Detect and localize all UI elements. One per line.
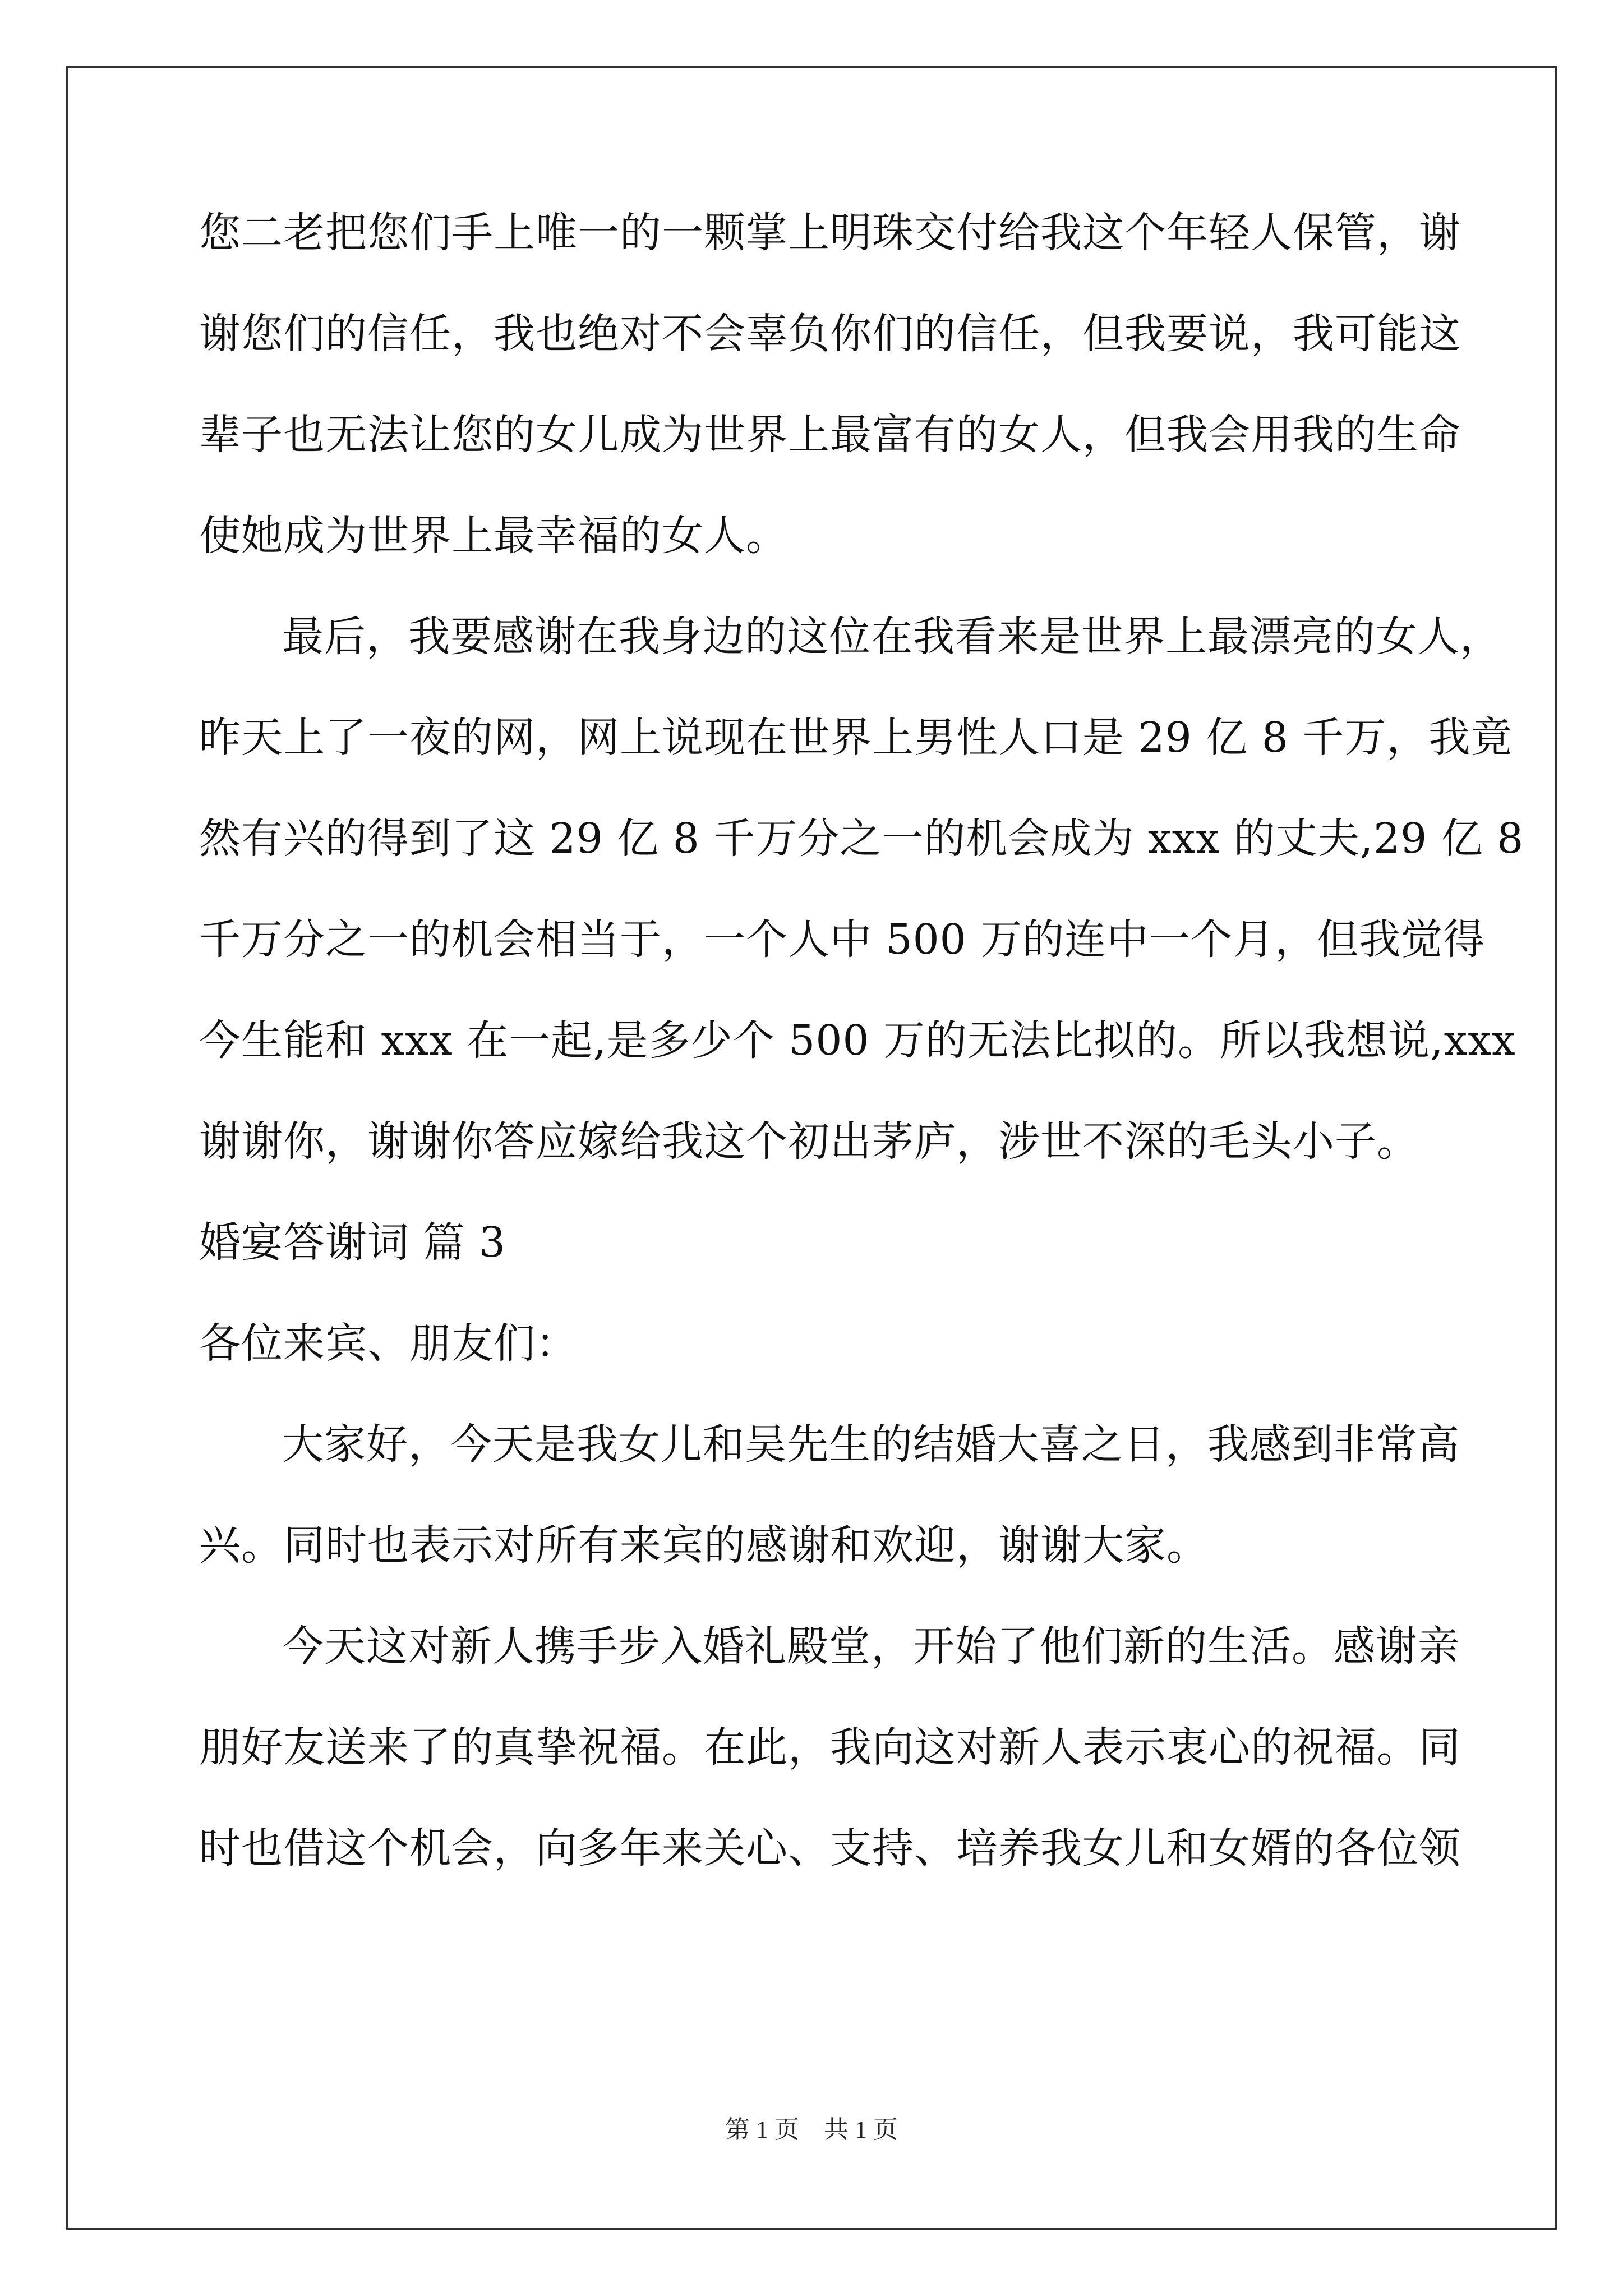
- text-line: 今生能和 xxx 在一起,是多少个 500 万的无法比拟的。所以我想说,xxx: [199, 1016, 1516, 1065]
- text-line: 谢您们的信任，我也绝对不会辜负你们的信任，但我要说，我可能这: [199, 310, 1461, 358]
- text-line: 兴。同时也表示对所有来宾的感谢和欢迎，谢谢大家。: [199, 1521, 1209, 1570]
- text-line: 您二老把您们手上唯一的一颗掌上明珠交付给我这个年轻人保管，谢: [199, 209, 1461, 257]
- text-line: 时也借这个机会，向多年来关心、支持、培养我女儿和女婿的各位领: [199, 1824, 1461, 1872]
- salutation: 各位来宾、朋友们：: [199, 1319, 578, 1368]
- section-heading: 婚宴答谢词 篇 3: [199, 1218, 506, 1267]
- text-line: 昨天上了一夜的网，网上说现在世界上男性人口是 29 亿 8 千万，我竟: [199, 714, 1513, 762]
- text-line: 千万分之一的机会相当于，一个人中 500 万的连中一个月，但我觉得: [199, 915, 1486, 964]
- text-line: 辈子也无法让您的女儿成为世界上最富有的女人，但我会用我的生命: [199, 411, 1461, 459]
- text-line: 朋好友送来了的真挚祝福。在此，我向这对新人表示衷心的祝福。同: [199, 1723, 1461, 1772]
- paragraph-start-line: 最后，我要感谢在我身边的这位在我看来是世界上最漂亮的女人，: [282, 613, 1502, 661]
- page-footer: 第 1 页 共 1 页: [725, 2116, 898, 2143]
- text-line: 谢谢你，谢谢你答应嫁给我这个初出茅庐，涉世不深的毛头小子。: [199, 1117, 1419, 1166]
- paragraph-start-line: 今天这对新人携手步入婚礼殿堂，开始了他们新的生活。感谢亲: [282, 1622, 1460, 1671]
- text-line: 然有兴的得到了这 29 亿 8 千万分之一的机会成为 xxx 的丈夫,29 亿 8: [199, 815, 1524, 863]
- text-line: 使她成为世界上最幸福的女人。: [199, 512, 788, 560]
- paragraph-start-line: 大家好，今天是我女儿和吴先生的结婚大喜之日，我感到非常高: [282, 1420, 1460, 1469]
